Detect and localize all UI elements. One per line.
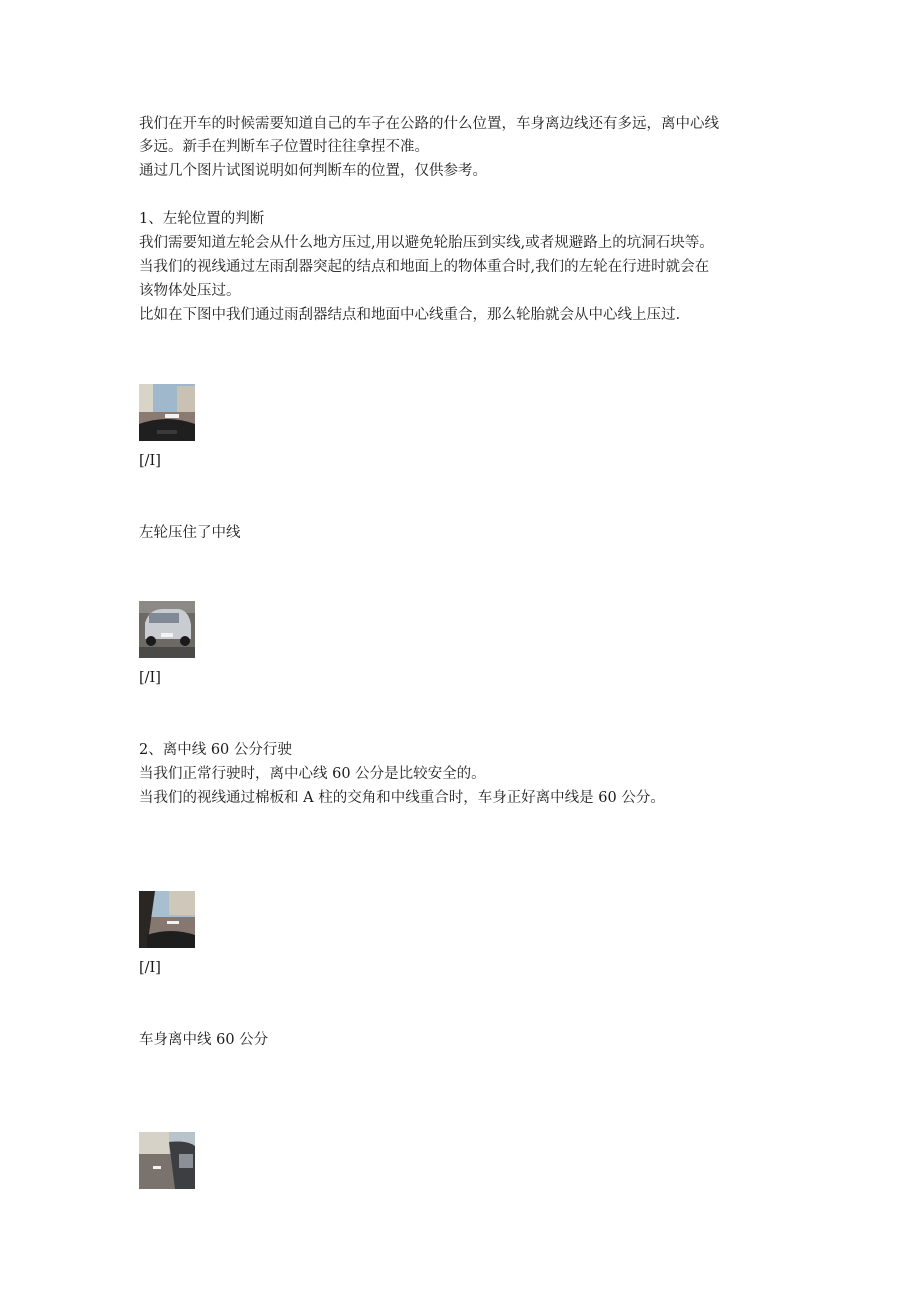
section1-paragraph-2: 当我们的视线通过左雨刮器突起的结点和地面上的物体重合时,我们的左轮在行进时就会在 bbox=[139, 259, 710, 275]
caption-left-wheel: 左轮压住了中线 bbox=[139, 525, 241, 541]
a-pillar-view-photo bbox=[139, 891, 195, 948]
section2-heading: 2、离中线 60 公分行驶 bbox=[139, 742, 292, 758]
intro-line-3: 通过几个图片试图说明如何判断车的位置，仅供参考。 bbox=[139, 163, 487, 179]
left-wheel-on-centerline-photo bbox=[139, 601, 195, 658]
image-marker-3: [/I] bbox=[139, 960, 161, 976]
section1-heading: 1、左轮位置的判断 bbox=[139, 211, 265, 227]
image-marker-2: [/I] bbox=[139, 670, 161, 686]
section1-paragraph-4: 比如在下图中我们通过雨刮器结点和地面中心线重合，那么轮胎就会从中心线上压过. bbox=[139, 307, 681, 323]
intro-line-1: 我们在开车的时候需要知道自己的车子在公路的什么位置，车身离边线还有多远，离中心线 bbox=[139, 116, 719, 132]
section1-paragraph-1: 我们需要知道左轮会从什么地方压过,用以避免轮胎压到实线,或者规避路上的坑洞石块等。 bbox=[139, 235, 714, 251]
section2-paragraph-2: 当我们的视线通过棉板和 A 柱的交角和中线重合时，车身正好离中线是 60 公分。 bbox=[139, 790, 665, 806]
wiper-view-photo bbox=[139, 384, 195, 441]
intro-line-2: 多远。新手在判断车子位置时往往拿捏不准。 bbox=[139, 139, 429, 155]
section1-paragraph-3: 该物体处压过。 bbox=[139, 283, 241, 299]
section2-paragraph-1: 当我们正常行驶时，离中心线 60 公分是比较安全的。 bbox=[139, 766, 486, 782]
image-marker-1: [/I] bbox=[139, 453, 161, 469]
caption-60cm: 车身离中线 60 公分 bbox=[139, 1032, 269, 1048]
side-mirror-view-photo bbox=[139, 1132, 195, 1189]
